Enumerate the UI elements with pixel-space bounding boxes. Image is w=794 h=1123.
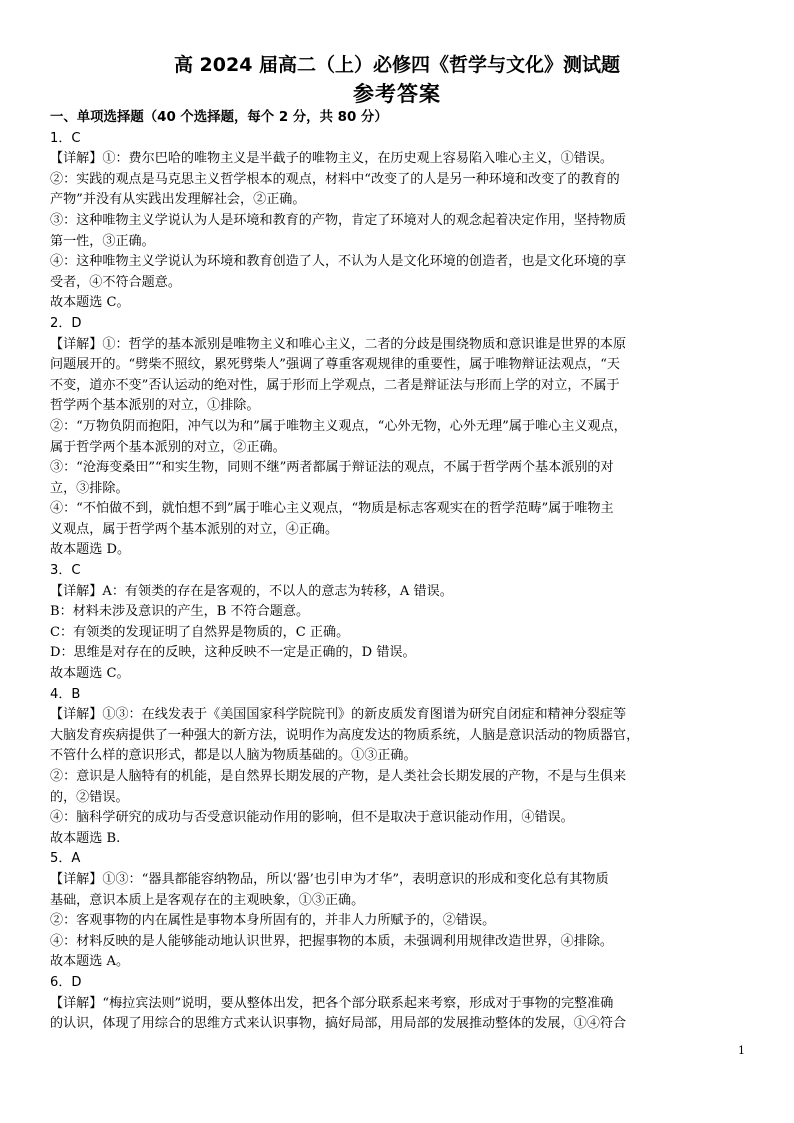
answer-line: 故本题选 A。 <box>50 954 130 970</box>
answer-lines <box>50 129 750 1035</box>
answer-line: ④：脑科学研究的成功与否受意识能动作用的影响，但不是取决于意识能动作用，④错误。 <box>50 810 574 826</box>
question-number: 6．D <box>50 974 82 990</box>
answer-line: 【详解】①③：在线发表于《美国国家科学院院刊》的新皮质发育图谱为研究自闭症和精神分裂症等 <box>50 707 627 723</box>
answer-line: ④：“不怕做不到，就怕想不到”属于唯心主义观点，“物质是标志客观实在的哲学范畴”属于唯物主 <box>50 501 614 517</box>
answer-line: 受者，④不符合题意。 <box>50 274 181 290</box>
answer-line: 哲学两个基本派别的对立，①排除。 <box>50 398 260 414</box>
question-number: 4．B <box>50 686 81 702</box>
document-body <box>50 108 750 1035</box>
answer-line: 的认识，体现了用综合的思维方式来认识事物，搞好局部，用局部的发展推动整体的发展，①④符合 <box>50 1016 627 1032</box>
answer-line: 【详解】①：费尔巴哈的唯物主义是半截子的唯物主义，在历史观上容易陷入唯心主义，①错误。 <box>50 151 614 167</box>
answer-line: 故本题选 B. <box>50 830 121 846</box>
document-title: 高 2024 届高二（上）必修四《哲学与文化》测试题 <box>173 54 621 76</box>
answer-line: 义观点，属于哲学两个基本派别的对立，④正确。 <box>50 521 339 537</box>
answer-line: 【详解】A：有领类的存在是客观的，不以人的意志为转移，A 错误。 <box>50 583 453 599</box>
answer-line: 大脑发育疾病提供了一种强大的新方法，说明作为高度发达的物质系统，人脑是意识活动的物质器官， <box>50 727 640 743</box>
answer-line: ②：意识是人脑特有的机能，是自然界长期发展的产物，是人类社会长期发展的产物，不是与生俱来 <box>50 769 627 784</box>
answer-line: ③：“沧海变桑田”“和实生物，同则不继”两者都属于辩证法的观点，不属于哲学两个基本派别的对 <box>50 460 614 476</box>
answer-line: ②：实践的观点是马克思主义哲学根本的观点，材料中“改变了的人是另一种环境和改变了的教育的 <box>50 171 620 187</box>
answer-line: 【详解】“梅拉宾法则”说明，要从整体出发，把各个部分联系起来考察，形成对于事物的完整准确 <box>50 995 614 1011</box>
answer-line: ④：这种唯物主义学说认为环境和教育创造了人，不认为人是文化环境的创造者，也是文化环境的享 <box>50 254 627 270</box>
answer-line: 立，③排除。 <box>50 480 129 496</box>
answer-line: 不管什么样的意识形式，都是以人脑为物质基础的。①③正确。 <box>50 748 417 764</box>
answer-line: 产物”并没有从实践出发理解社会，②正确。 <box>50 192 306 208</box>
question-number: 2．D <box>50 315 82 331</box>
answer-line: ④：材料反映的是人能够能动地认识世界，把握事物的本质，未强调利用规律改造世界，④排除。 <box>50 933 614 949</box>
answer-line: ③：这种唯物主义学说认为人是环境和教育的产物，肯定了环境对人的观念起着决定作用，坚持物质 <box>50 212 627 228</box>
question-number: 3．C <box>50 563 81 579</box>
answer-line: ②：“万物负阴而抱阳，冲气以为和”属于唯物主义观点，“心外无物，心外无理”属于唯心主义观点， <box>50 418 627 434</box>
document-subtitle: 参考答案 <box>353 82 441 106</box>
answer-line: 故本题选 C。 <box>50 666 130 682</box>
answer-line: 第一性，③正确。 <box>50 233 155 249</box>
section-heading: 一、单项选择题（40 个选择题，每个 2 分，共 80 分） <box>50 110 388 125</box>
answer-line: 基础，意识本质上是客观存在的主观映象，①③正确。 <box>50 892 365 908</box>
answer-line: 问题展开的。“劈柴不照纹，累死劈柴人”强调了尊重客观规律的重要性，属于唯物辩证法观点，“天 <box>50 357 621 373</box>
page-number: 1 <box>738 1044 745 1057</box>
answer-line: 【详解】①：哲学的基本派别是唯物主义和唯心主义，二者的分歧是围绕物质和意识谁是世界的本原 <box>50 336 627 352</box>
answer-line: 的，②错误。 <box>50 789 129 805</box>
question-number: 5．A <box>50 851 81 867</box>
answer-line: 属于哲学两个基本派别的对立，②正确。 <box>50 439 286 455</box>
answer-line: C：有领类的发现证明了自然界是物质的，C 正确。 <box>50 624 350 640</box>
answer-line: 不变，道亦不变”否认运动的绝对性，属于形而上学观点，二者是辩证法与形而上学的对立，不属于 <box>50 377 620 393</box>
question-number: 1．C <box>50 130 81 146</box>
answer-line: ②：客观事物的内在属性是事物本身所固有的，并非人力所赋予的，②错误。 <box>50 913 496 929</box>
answer-line: 【详解】①③：“器具都能容纳物品，所以‘器’也引申为才华”，表明意识的形成和变化总有其物质 <box>50 871 609 887</box>
answer-line: 故本题选 D。 <box>50 542 131 558</box>
answer-line: B：材料未涉及意识的产生，B 不符合题意。 <box>50 604 310 620</box>
answer-line: 故本题选 C。 <box>50 295 130 311</box>
answer-line: D：思维是对存在的反映，这种反映不一定是正确的，D 错误。 <box>50 645 416 661</box>
